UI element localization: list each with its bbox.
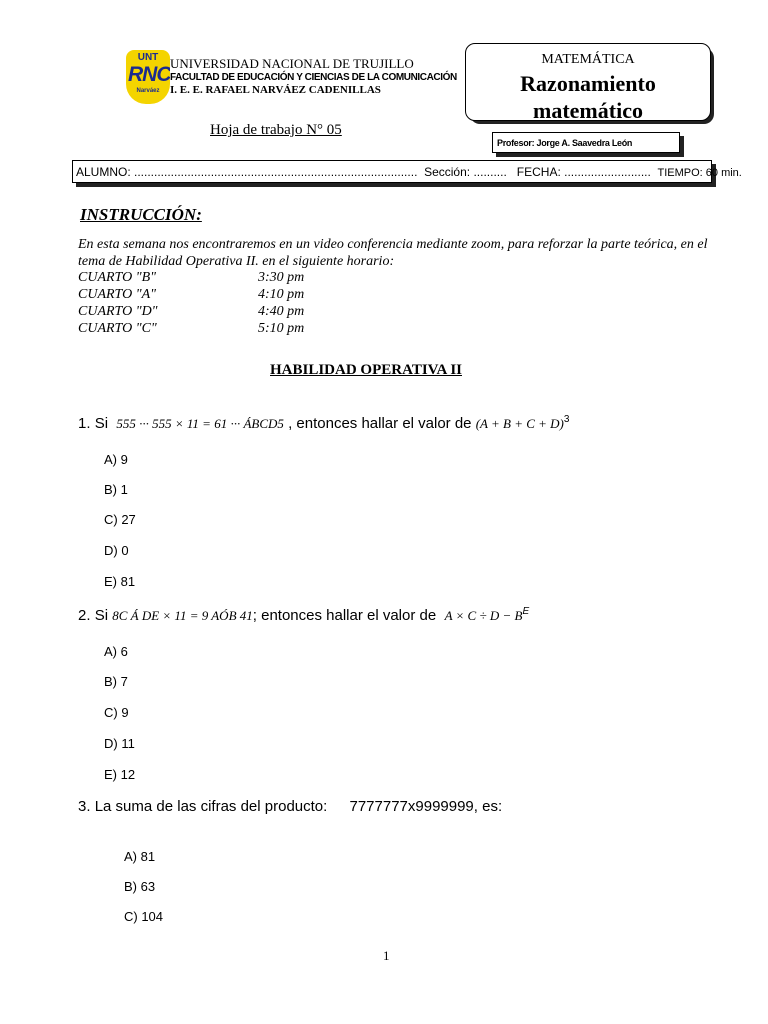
student-name-field: ALUMNO: .....................................................................................: [76, 165, 418, 179]
question-text: ; entonces hallar el valor de: [252, 607, 437, 624]
schedule-group: CUARTO "C": [78, 321, 157, 336]
option[interactable]: A) 9: [104, 452, 128, 467]
logo-text-top: UNT: [137, 52, 159, 63]
logo-text-bottom: Narváez: [136, 88, 160, 94]
schedule-time: 3:30 pm: [258, 270, 305, 285]
option[interactable]: A) 81: [124, 849, 156, 864]
option[interactable]: B) 7: [104, 674, 128, 689]
time-field: TIEMPO: 60 min.: [657, 167, 742, 179]
section-field: Sección: ..........: [424, 165, 507, 179]
instructions-heading: INSTRUCCIÓN:: [80, 205, 202, 224]
question-prefix: Si: [94, 607, 109, 624]
student-info-box: [72, 160, 742, 183]
course-name: Razonamiento matemático: [520, 71, 656, 121]
question-exponent: 3: [563, 414, 570, 425]
question-number: 1.: [78, 415, 91, 432]
question-expression: A × C ÷ D − B: [444, 608, 523, 623]
question-prefix: Si: [94, 415, 109, 432]
question-value: 7777777x9999999, es:: [349, 798, 503, 815]
school-name: I. E. E. RAFAEL NARVÁEZ CADENILLAS: [170, 84, 381, 96]
university-logo: [126, 50, 170, 104]
question-number: 2.: [78, 607, 91, 624]
subject-box: [465, 43, 711, 121]
page-number: 1: [383, 948, 390, 963]
option[interactable]: C) 9: [104, 705, 129, 720]
question-3: [78, 798, 502, 815]
instructions-text: En esta semana nos encontraremos en un video conferencia mediante zoom, para reforzar la parte teórica, en el tema de Habilidad Operativa II. en el siguiente horario:: [78, 237, 708, 269]
teacher-box: Profesor: Jorge A. Saavedra León: [492, 132, 680, 153]
option[interactable]: D) 11: [104, 736, 135, 751]
option[interactable]: A) 6: [104, 644, 128, 659]
schedule-time: 4:10 pm: [258, 287, 305, 302]
option[interactable]: E) 12: [104, 767, 136, 782]
schedule-group: CUARTO "D": [78, 304, 158, 319]
question-exponent: E: [522, 606, 530, 617]
option[interactable]: C) 104: [124, 909, 164, 924]
question-number: 3.: [78, 798, 91, 815]
schedule-time: 5:10 pm: [258, 321, 305, 336]
question-expression: (A + B + C + D): [475, 416, 564, 431]
question-text: La suma de las cifras del producto:: [94, 798, 328, 815]
option[interactable]: E) 81: [104, 574, 136, 589]
schedule-group: CUARTO "B": [78, 270, 157, 285]
section-title: HABILIDAD OPERATIVA II: [270, 362, 462, 378]
option[interactable]: C) 27: [104, 512, 136, 527]
worksheet-title: Hoja de trabajo N° 05: [210, 122, 342, 138]
faculty-name: FACULTAD DE EDUCACIÓN Y CIENCIAS DE LA COMUNICACIÓN: [170, 72, 457, 83]
option[interactable]: B) 1: [104, 482, 128, 497]
option[interactable]: B) 63: [124, 879, 156, 894]
question-text: , entonces hallar el valor de: [288, 415, 472, 432]
logo-text-mid: RNC: [128, 63, 170, 86]
schedule-group: CUARTO "A": [78, 287, 157, 302]
schedule-time: 4:40 pm: [258, 304, 305, 319]
question-math: 8C Á DE × 11 = 9 AÓB 41: [112, 608, 253, 623]
question-math: 555 ··· 555 × 11 = 61 ··· ÁBCD5: [116, 416, 284, 431]
date-field: FECHA: ..........................: [516, 165, 651, 179]
subject-area: MATEMÁTICA: [541, 52, 635, 67]
question-2: [78, 606, 529, 624]
option[interactable]: D) 0: [104, 543, 129, 558]
university-name: UNIVERSIDAD NACIONAL DE TRUJILLO: [170, 56, 414, 71]
question-1: [78, 414, 569, 432]
